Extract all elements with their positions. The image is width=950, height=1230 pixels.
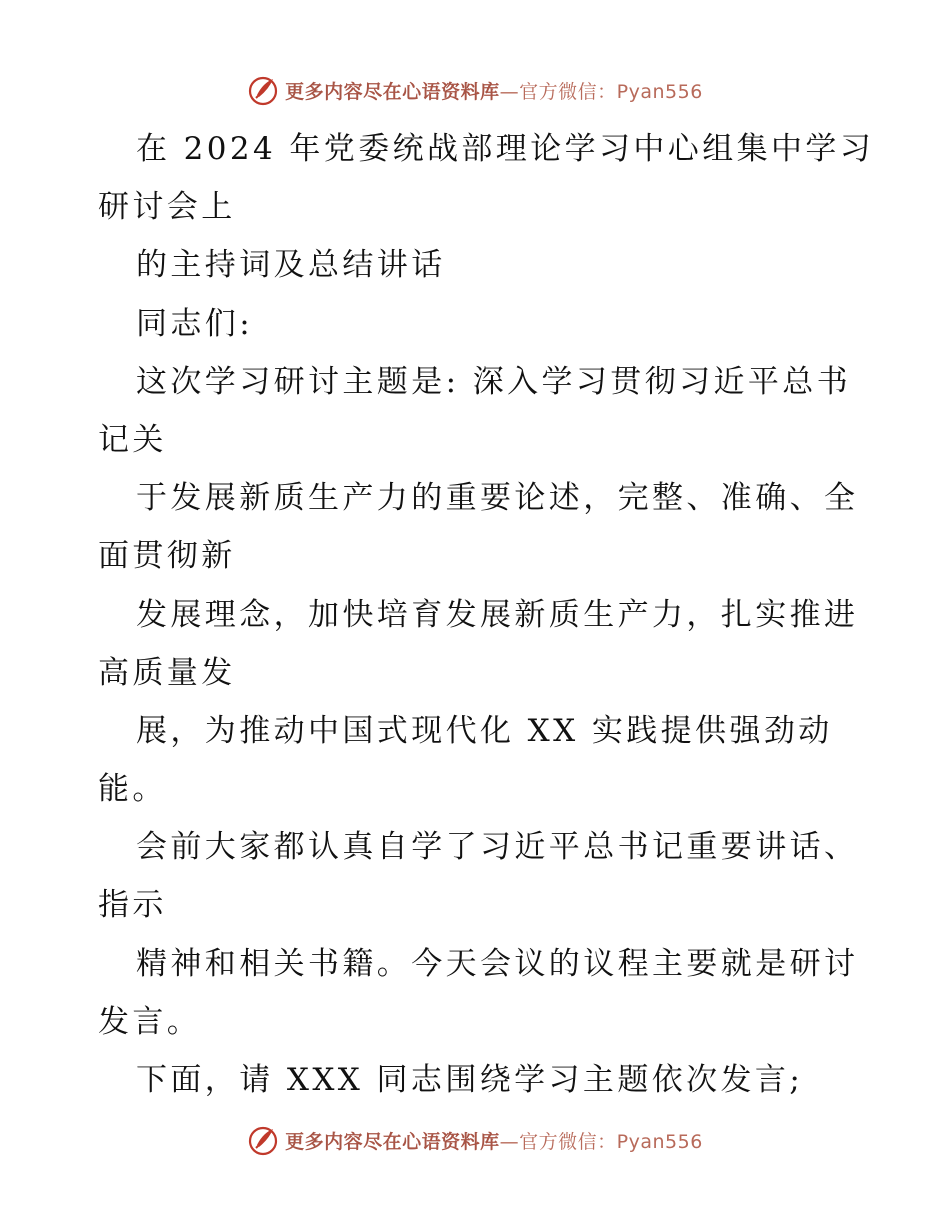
text-line: 能。 (98, 771, 167, 808)
watermark-separator: — (499, 1130, 520, 1153)
header-watermark (0, 70, 950, 110)
watermark-text (285, 77, 703, 104)
text-line: 精神和相关书籍。今天会议的议程主要就是研讨 (136, 945, 859, 982)
document-body (98, 120, 875, 1109)
footer-watermark (0, 1120, 950, 1160)
text-line: 同志们: (136, 305, 254, 342)
text-line: 下面，请 XXX 同志围绕学习主题依次发言; (136, 1062, 804, 1098)
text-line: 展，为推动中国式现代化 XX 实践提供强劲动 (136, 712, 833, 749)
text-line: 高质量发 (98, 654, 236, 691)
watermark-text (285, 1127, 703, 1154)
text-line: 会前大家都认真自学了习近平总书记重要讲话、 (136, 829, 859, 866)
watermark-wechat: 官方微信：Pyan556 (519, 80, 703, 103)
pen-logo-icon (247, 1123, 281, 1157)
text-line: 发言。 (98, 1003, 202, 1040)
text-line: 指示 (98, 887, 167, 924)
watermark-site: 更多内容尽在心语资料库 (285, 80, 500, 103)
text-line: 发展理念，加快培育发展新质生产力，扎实推进 (136, 596, 859, 633)
text-line: 记关 (98, 421, 167, 458)
text-line: 面贯彻新 (98, 538, 236, 575)
text-line: 的主持词及总结讲话 (136, 247, 446, 284)
watermark-separator: — (499, 80, 520, 103)
pen-logo-icon (247, 73, 281, 107)
text-line: 于发展新质生产力的重要论述，完整、准确、全 (136, 480, 859, 517)
watermark-wechat: 官方微信：Pyan556 (519, 1130, 703, 1153)
watermark-site: 更多内容尽在心语资料库 (285, 1130, 500, 1153)
text-line: 这次学习研讨主题是: 深入学习贯彻习近平总书 (136, 363, 852, 400)
text-line: 在 2024 年党委统战部理论学习中心组集中学习 (136, 131, 875, 167)
text-line: 研讨会上 (98, 189, 236, 226)
